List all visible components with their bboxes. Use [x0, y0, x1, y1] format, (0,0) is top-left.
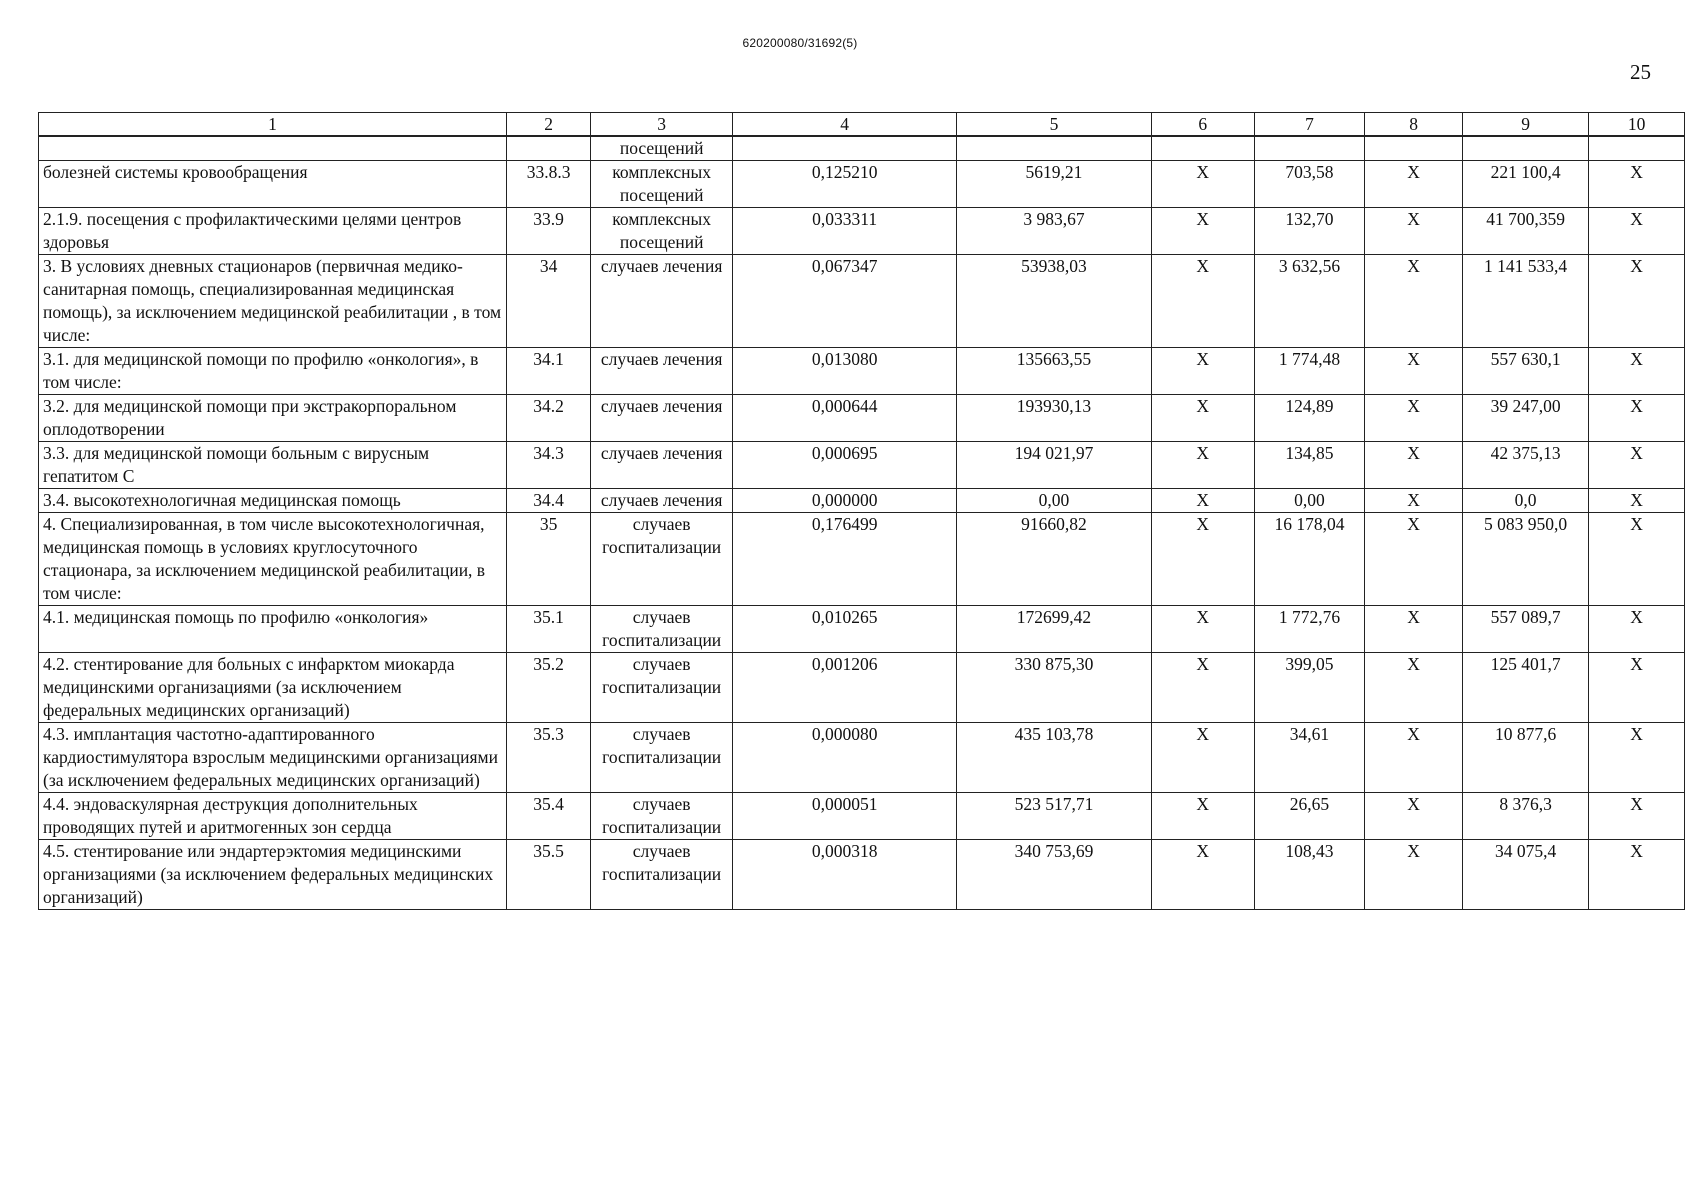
- row-col6: X: [1151, 348, 1254, 395]
- row-col6: [1151, 136, 1254, 161]
- row-per-capita: 1 772,76: [1254, 606, 1364, 653]
- header-col-7: 7: [1254, 113, 1364, 137]
- row-name: 4.4. эндоваскулярная деструкция дополнительных проводящих путей и аритмогенных зон сердца: [39, 793, 507, 840]
- row-col10: X: [1589, 161, 1685, 208]
- row-per-capita: 34,61: [1254, 723, 1364, 793]
- row-standard: 0,000051: [733, 793, 957, 840]
- row-col10: X: [1589, 606, 1685, 653]
- table-row: [39, 606, 1685, 653]
- row-code: 35.3: [507, 723, 591, 793]
- row-standard: 0,176499: [733, 513, 957, 606]
- row-col6: X: [1151, 489, 1254, 513]
- row-per-capita: 399,05: [1254, 653, 1364, 723]
- row-cost: 194 021,97: [957, 442, 1152, 489]
- row-total: 10 877,6: [1463, 723, 1589, 793]
- row-col8: X: [1365, 489, 1463, 513]
- row-col10: X: [1589, 793, 1685, 840]
- row-cost: [957, 136, 1152, 161]
- row-col10: X: [1589, 653, 1685, 723]
- table-row: [39, 489, 1685, 513]
- row-col8: X: [1365, 442, 1463, 489]
- row-cost: 172699,42: [957, 606, 1152, 653]
- row-col6: X: [1151, 606, 1254, 653]
- row-name: 4.2. стентирование для больных с инфарктом миокарда медицинскими организациями (за исключением федеральных медицинских организаций): [39, 653, 507, 723]
- row-col8: X: [1365, 348, 1463, 395]
- row-name: [39, 136, 507, 161]
- row-per-capita: 132,70: [1254, 208, 1364, 255]
- table-header-row: [39, 113, 1685, 137]
- row-standard: 0,000000: [733, 489, 957, 513]
- row-total: 557 630,1: [1463, 348, 1589, 395]
- row-code: 34: [507, 255, 591, 348]
- row-col8: X: [1365, 840, 1463, 910]
- row-name: 3.3. для медицинской помощи больным с вирусным гепатитом С: [39, 442, 507, 489]
- table-row: [39, 161, 1685, 208]
- table-row: [39, 840, 1685, 910]
- row-standard: 0,000695: [733, 442, 957, 489]
- row-per-capita: 134,85: [1254, 442, 1364, 489]
- row-unit: случаев лечения: [591, 489, 733, 513]
- row-standard: 0,125210: [733, 161, 957, 208]
- header-col-2: 2: [507, 113, 591, 137]
- row-cost: 91660,82: [957, 513, 1152, 606]
- row-unit: комплексных посещений: [591, 161, 733, 208]
- table-row: [39, 442, 1685, 489]
- row-cost: 523 517,71: [957, 793, 1152, 840]
- row-code: 35.5: [507, 840, 591, 910]
- row-total: 125 401,7: [1463, 653, 1589, 723]
- row-standard: 0,000318: [733, 840, 957, 910]
- row-unit: комплексных посещений: [591, 208, 733, 255]
- row-unit: случаев лечения: [591, 442, 733, 489]
- row-col10: [1589, 136, 1685, 161]
- header-col-5: 5: [957, 113, 1152, 137]
- row-code: 34.4: [507, 489, 591, 513]
- row-per-capita: 108,43: [1254, 840, 1364, 910]
- row-col6: X: [1151, 255, 1254, 348]
- row-col8: X: [1365, 395, 1463, 442]
- row-col8: X: [1365, 161, 1463, 208]
- row-cost: 340 753,69: [957, 840, 1152, 910]
- row-name: 4. Специализированная, в том числе высокотехнологичная, медицинская помощь в условиях круглосуточного стационара, за исключением медицинской реабилитации, в том числе:: [39, 513, 507, 606]
- row-code: 34.2: [507, 395, 591, 442]
- row-col6: X: [1151, 208, 1254, 255]
- row-cost: 135663,55: [957, 348, 1152, 395]
- row-unit: случаев госпитализации: [591, 513, 733, 606]
- row-code: 33.9: [507, 208, 591, 255]
- row-unit: случаев лечения: [591, 348, 733, 395]
- row-col10: X: [1589, 442, 1685, 489]
- table-row: [39, 208, 1685, 255]
- row-standard: 0,010265: [733, 606, 957, 653]
- row-col8: X: [1365, 513, 1463, 606]
- table-row: [39, 255, 1685, 348]
- row-unit: посещений: [591, 136, 733, 161]
- row-col10: X: [1589, 208, 1685, 255]
- row-total: 1 141 533,4: [1463, 255, 1589, 348]
- table-row: [39, 793, 1685, 840]
- row-unit: случаев госпитализации: [591, 606, 733, 653]
- row-total: 41 700,359: [1463, 208, 1589, 255]
- row-per-capita: 0,00: [1254, 489, 1364, 513]
- row-unit: случаев лечения: [591, 395, 733, 442]
- row-col8: X: [1365, 793, 1463, 840]
- row-code: 35.4: [507, 793, 591, 840]
- row-col8: X: [1365, 653, 1463, 723]
- row-col8: X: [1365, 255, 1463, 348]
- row-code: 35.2: [507, 653, 591, 723]
- row-standard: 0,000644: [733, 395, 957, 442]
- tariff-table: [38, 112, 1685, 910]
- row-per-capita: 1 774,48: [1254, 348, 1364, 395]
- table-row: [39, 513, 1685, 606]
- row-cost: 330 875,30: [957, 653, 1152, 723]
- header-col-6: 6: [1151, 113, 1254, 137]
- row-name: 3.2. для медицинской помощи при экстракорпоральном оплодотворении: [39, 395, 507, 442]
- row-cost: 435 103,78: [957, 723, 1152, 793]
- row-total: 39 247,00: [1463, 395, 1589, 442]
- row-col6: X: [1151, 793, 1254, 840]
- row-total: 221 100,4: [1463, 161, 1589, 208]
- table-row: [39, 723, 1685, 793]
- row-standard: 0,033311: [733, 208, 957, 255]
- header-col-9: 9: [1463, 113, 1589, 137]
- row-per-capita: 16 178,04: [1254, 513, 1364, 606]
- row-col10: X: [1589, 489, 1685, 513]
- row-total: 8 376,3: [1463, 793, 1589, 840]
- table-row: [39, 653, 1685, 723]
- row-unit: случаев госпитализации: [591, 723, 733, 793]
- row-col6: X: [1151, 442, 1254, 489]
- table-row: [39, 136, 1685, 161]
- row-col10: X: [1589, 255, 1685, 348]
- row-col8: X: [1365, 723, 1463, 793]
- row-code: 33.8.3: [507, 161, 591, 208]
- row-col10: X: [1589, 348, 1685, 395]
- header-col-3: 3: [591, 113, 733, 137]
- row-unit: случаев госпитализации: [591, 653, 733, 723]
- document-id: 620200080/31692(5): [742, 36, 858, 50]
- row-col10: X: [1589, 513, 1685, 606]
- row-name: 3.4. высокотехнологичная медицинская помощь: [39, 489, 507, 513]
- row-cost: 3 983,67: [957, 208, 1152, 255]
- row-col8: X: [1365, 208, 1463, 255]
- header-col-10: 10: [1589, 113, 1685, 137]
- row-cost: 193930,13: [957, 395, 1152, 442]
- table-row: [39, 395, 1685, 442]
- header-col-1: 1: [39, 113, 507, 137]
- row-total: 42 375,13: [1463, 442, 1589, 489]
- row-code: 35.1: [507, 606, 591, 653]
- row-per-capita: 26,65: [1254, 793, 1364, 840]
- row-cost: 0,00: [957, 489, 1152, 513]
- table-row: [39, 348, 1685, 395]
- row-cost: 5619,21: [957, 161, 1152, 208]
- header-col-4: 4: [733, 113, 957, 137]
- row-name: 4.5. стентирование или эндартерэктомия медицинскими организациями (за исключением федеральных медицинских организаций): [39, 840, 507, 910]
- row-standard: 0,013080: [733, 348, 957, 395]
- row-standard: 0,000080: [733, 723, 957, 793]
- row-col6: X: [1151, 513, 1254, 606]
- row-total: [1463, 136, 1589, 161]
- row-total: 5 083 950,0: [1463, 513, 1589, 606]
- row-name: 2.1.9. посещения с профилактическими целями центров здоровья: [39, 208, 507, 255]
- row-name: 4.3. имплантация частотно-адаптированного кардиостимулятора взрослым медицинскими организациями (за исключением федеральных медицинских организаций): [39, 723, 507, 793]
- row-col10: X: [1589, 395, 1685, 442]
- row-per-capita: [1254, 136, 1364, 161]
- page-number: 25: [1630, 60, 1651, 84]
- row-col10: X: [1589, 723, 1685, 793]
- row-unit: случаев госпитализации: [591, 840, 733, 910]
- table-body: [39, 136, 1685, 910]
- header-col-8: 8: [1365, 113, 1463, 137]
- row-unit: случаев госпитализации: [591, 793, 733, 840]
- row-col6: X: [1151, 161, 1254, 208]
- row-standard: [733, 136, 957, 161]
- row-name: 4.1. медицинская помощь по профилю «онкология»: [39, 606, 507, 653]
- row-code: 35: [507, 513, 591, 606]
- row-per-capita: 703,58: [1254, 161, 1364, 208]
- row-total: 34 075,4: [1463, 840, 1589, 910]
- row-col10: X: [1589, 840, 1685, 910]
- row-cost: 53938,03: [957, 255, 1152, 348]
- row-name: 3.1. для медицинской помощи по профилю «онкология», в том числе:: [39, 348, 507, 395]
- row-per-capita: 3 632,56: [1254, 255, 1364, 348]
- row-col8: [1365, 136, 1463, 161]
- row-unit: случаев лечения: [591, 255, 733, 348]
- row-name: 3. В условиях дневных стационаров (первичная медико-санитарная помощь, специализированная медицинская помощь), за исключением медицинской реабилитации , в том числе:: [39, 255, 507, 348]
- row-code: 34.1: [507, 348, 591, 395]
- row-standard: 0,001206: [733, 653, 957, 723]
- row-col6: X: [1151, 723, 1254, 793]
- row-standard: 0,067347: [733, 255, 957, 348]
- row-col8: X: [1365, 606, 1463, 653]
- row-col6: X: [1151, 395, 1254, 442]
- row-col6: X: [1151, 653, 1254, 723]
- row-per-capita: 124,89: [1254, 395, 1364, 442]
- row-code: 34.3: [507, 442, 591, 489]
- row-code: [507, 136, 591, 161]
- row-name: болезней системы кровообращения: [39, 161, 507, 208]
- row-total: 0,0: [1463, 489, 1589, 513]
- row-col6: X: [1151, 840, 1254, 910]
- row-total: 557 089,7: [1463, 606, 1589, 653]
